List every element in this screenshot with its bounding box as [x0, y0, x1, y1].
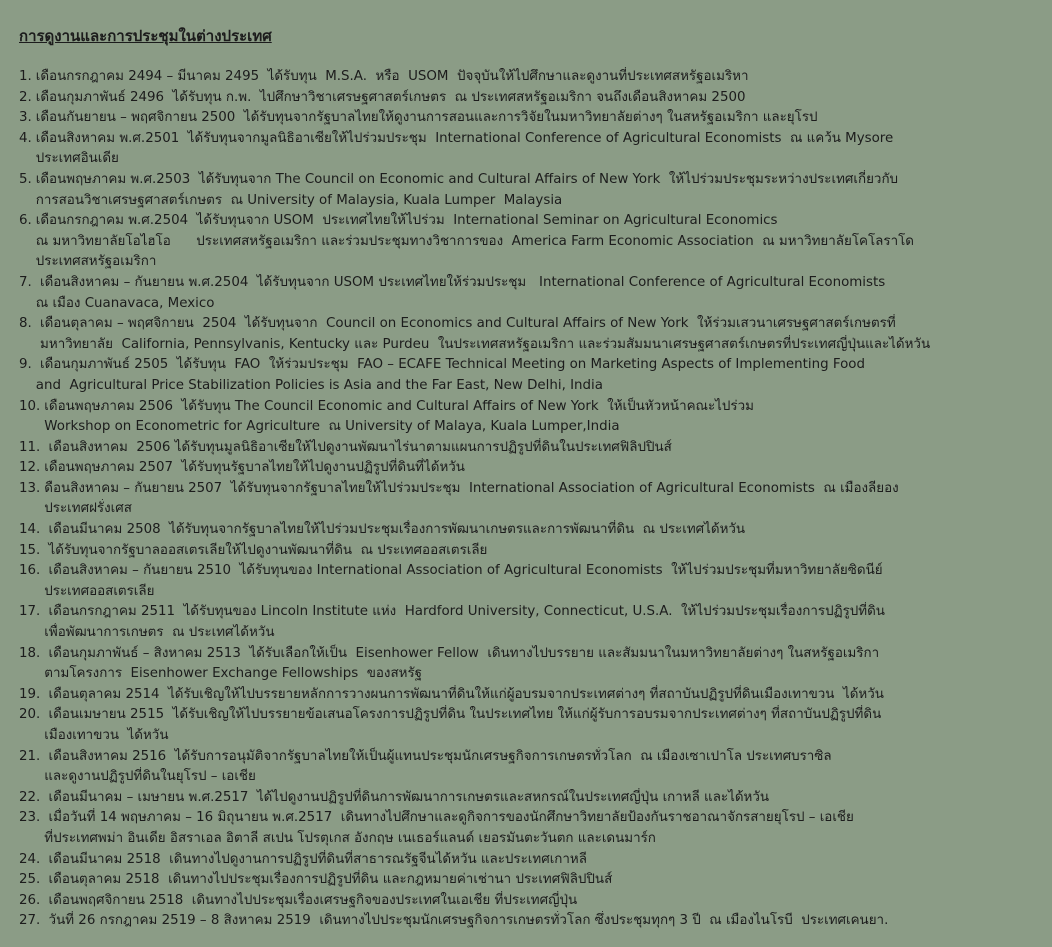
list-item	[19, 705, 1049, 746]
item-line: ประเทศออสเตรเลีย	[44, 583, 155, 599]
item-line: มหาวิทยาลัย California, Pennsylvanis, Kentucky และ Purdeu ในประเทศสหรัฐอเมริกา และร่วมสัมมนาเศรษฐศาสตร์เกษตรที่ประเทศญี่ปุ่นและได้หวัน	[35, 336, 931, 352]
item-text	[44, 397, 1049, 438]
item-text	[44, 870, 1049, 891]
item-text	[36, 211, 1049, 273]
item-line: ประเทศสหรัฐอเมริกา	[35, 254, 157, 270]
list-item	[19, 561, 1049, 602]
item-line: เดือนสิงหาคม พ.ศ.2501 ได้รับทุนจากมูลนิธิอาเซียให้ไปร่วมประชุม International Conference of Agricultural Economists ณ แคว้น Mysore	[35, 130, 894, 146]
item-line: เดือนตุลาคม 2518 เดินทางไปประชุมเรื่องการปฏิรูปที่ดิน และกฎหมายค่าเช่านา ประเทศฟิลิปปินส์	[44, 872, 613, 888]
item-number: 10.	[19, 398, 41, 414]
item-line: ณ มหาวิทยาลัยโอไฮโอ ประเทศสหรัฐอเมริกา และร่วมประชุมทางวิชาการของ America Farm Economic Association ณ มหาวิทยาลัยโคโลราโด	[35, 233, 914, 249]
item-number: 19.	[19, 686, 41, 702]
item-text	[36, 88, 1049, 109]
item-number: 3.	[19, 110, 32, 126]
item-number: 24.	[19, 851, 41, 867]
list-item	[19, 314, 1049, 355]
item-number: 5.	[19, 171, 32, 187]
item-text	[44, 808, 1049, 849]
item-line: ณ เมือง Cuanavaca, Mexico	[35, 295, 215, 311]
item-line: เดือนเมษายน 2515 ได้รับเชิญให้ไปบรรยายข้อเสนอโครงการปฏิรูปที่ดิน ในประเทศไทย ให้แก่ผู้รับการอบรมจากประเทศต่างๆ ที่สถาบันปฏิรูปที่ดิน	[44, 707, 882, 723]
list-item	[19, 129, 1049, 170]
list-item	[19, 273, 1049, 314]
item-text	[44, 891, 1049, 912]
item-text	[36, 108, 1049, 129]
list-item	[19, 355, 1049, 396]
item-number: 14.	[19, 522, 41, 538]
item-text	[36, 314, 1049, 355]
item-text	[44, 458, 1049, 479]
list-item	[19, 911, 1049, 932]
item-number: 22.	[19, 789, 41, 805]
item-number: 21.	[19, 748, 41, 764]
item-number: 16.	[19, 563, 41, 579]
item-number: 8.	[19, 316, 32, 332]
item-line: เดือนพฤษภาคม พ.ศ.2503 ได้รับทุนจาก The Council on Economic and Cultural Affairs of New York ให้ไปร่วมประชุมระหว่างประเทศเกี่ยวกับ	[35, 171, 899, 187]
item-number: 13.	[19, 480, 41, 496]
item-text	[44, 520, 1049, 541]
item-line: ดือนสิงหาคม – กันยายน 2507 ได้รับทุนจากรัฐบาลไทยให้ไปร่วมประชุม International Association of Agricultural Economists ณ เมืองลียอง	[44, 480, 899, 496]
item-line: ได้รับทุนจากรัฐบาลออสเตรเลียให้ไปดูงานพัฒนาที่ดิน ณ ประเทศออสเตรเลีย	[44, 542, 488, 558]
item-number: 9.	[19, 357, 32, 373]
document-title: การดูงานและการประชุมในต่างประเทศ	[19, 27, 272, 45]
item-number: 20.	[19, 707, 41, 723]
trip-list	[19, 67, 1049, 932]
item-line: ประเทศอินเดีย	[35, 151, 119, 167]
item-text	[44, 602, 1049, 643]
item-line: เดือนพฤษภาคม 2506 ได้รับทุน The Council Economic and Cultural Affairs of New York ให้เป็นหัวหน้าคณะไปร่วม	[44, 398, 754, 414]
item-line: เดือนกุมภาพันธ์ – สิงหาคม 2513 ได้รับเลือกให้เป็น Eisenhower Fellow เดินทางไปบรรยาย และสัมมนาในมหาวิทยาลัยต่างๆ ในสหรัฐอเมริกา	[44, 645, 880, 661]
item-line: Workshop on Econometric for Agriculture ณ University of Malaya, Kuala Lumper,India	[44, 419, 620, 435]
item-line: เดือนสิงหาคม 2506 ได้รับทุนมูลนิธิอาเซียให้ไปดูงานพัฒนาไร่นาตามแผนการปฏิรูปที่ดินในประเทศฟิลิปปินส์	[44, 439, 672, 455]
item-line: เดือนมีนาคม – เมษายน พ.ศ.2517 ได้ไปดูงานปฏิรูปที่ดินการพัฒนาการเกษตรและสหกรณ์ในประเทศญี่ปุ่น เกาหลี และได้หวัน	[44, 789, 770, 805]
item-line: ที่ประเทศพม่า อินเดีย อิสราเอล อิตาลี สเปน โปรตุเกส อังกฤษ เนเธอร์แลนด์ เยอรมันตะวันตก และเดนมาร์ก	[44, 830, 656, 846]
item-number: 11.	[19, 439, 41, 455]
list-item	[19, 438, 1049, 459]
item-number: 27.	[19, 913, 41, 929]
item-text	[44, 479, 1049, 520]
item-number: 12.	[19, 460, 41, 476]
item-line: เดือนกันยายน – พฤศจิกายน 2500 ได้รับทุนจากรัฐบาลไทยให้ดูงานการสอนและการวิจัยในมหาวิทยาลัยต่างๆ ในสหรัฐอเมริกา และยุโรป	[35, 110, 818, 126]
list-item	[19, 170, 1049, 211]
item-number: 17.	[19, 604, 41, 620]
item-text	[44, 911, 1049, 932]
item-line: เมื่อวันที่ 14 พฤษภาคม – 16 มิถุนายน พ.ศ.2517 เดินทางไปศึกษาและดูกิจการของนักศึกษาวิทยาลัยป้องกันราชอาณาจักรสายยุโรป – เอเชีย	[44, 810, 854, 826]
item-number: 4.	[19, 130, 32, 146]
item-text	[44, 438, 1049, 459]
item-number: 18.	[19, 645, 41, 661]
list-item	[19, 541, 1049, 562]
item-number: 6.	[19, 213, 32, 229]
list-item	[19, 891, 1049, 912]
list-item	[19, 479, 1049, 520]
item-text	[44, 788, 1049, 809]
item-number: 2.	[19, 89, 32, 105]
item-line: เดือนสิงหาคม – กันยายน 2510 ได้รับทุนของ International Association of Agricultural Economists ให้ไปร่วมประชุมที่มหาวิทยาลัยซิดนีย์	[44, 563, 883, 579]
list-item	[19, 644, 1049, 685]
item-line: เดือนตุลาคม – พฤศจิกายน 2504 ได้รับทุนจาก Council on Economics and Cultural Affairs of New York ให้ร่วมเสวนาเศรษฐศาสตร์เกษตรที่	[35, 316, 896, 332]
item-number: 25.	[19, 872, 41, 888]
item-line: เดือนกุมภาพันธ์ 2496 ได้รับทุน ก.พ. ไปศึกษาวิชาเศรษฐศาสตร์เกษตร ณ ประเทศสหรัฐอเมริกา จนถึงเดือนสิงหาคม 2500	[35, 89, 746, 105]
list-item	[19, 88, 1049, 109]
item-line: เดือนกุมภาพันธ์ 2505 ได้รับทุน FAO ให้ร่วมประชุม FAO – ECAFE Technical Meeting on Marketing Aspects of Implementing Food	[35, 357, 865, 373]
item-text	[44, 644, 1049, 685]
item-line: เดือนพฤศจิกายน 2518 เดินทางไปประชุมเรื่องเศรษฐกิจของประเทศในเอเชีย ที่ประเทศญี่ปุ่น	[44, 892, 578, 908]
list-item	[19, 602, 1049, 643]
item-line: และดูงานปฏิรูปที่ดินในยุโรป – เอเชีย	[44, 769, 256, 785]
list-item	[19, 397, 1049, 438]
item-text	[36, 129, 1049, 170]
item-line: เดือนกรกฎาคม พ.ศ.2504 ได้รับทุนจาก USOM ประเทศไทยให้ไปร่วม International Seminar on Agricultural Economics	[35, 213, 778, 229]
item-line: เดือนพฤษภาคม 2507 ได้รับทุนรัฐบาลไทยให้ไปดูงานปฏิรูปที่ดินที่ได้หวัน	[44, 460, 465, 476]
item-number: 1.	[19, 69, 32, 84]
item-text	[44, 705, 1049, 746]
list-item	[19, 520, 1049, 541]
item-number: 15.	[19, 542, 41, 558]
list-item	[19, 788, 1049, 809]
item-line: and Agricultural Price Stabilization Policies is Asia and the Far East, New Delhi, India	[35, 377, 603, 393]
item-line: ประเทศฝรั่งเศส	[44, 501, 132, 517]
item-text	[36, 273, 1049, 314]
list-item	[19, 211, 1049, 273]
item-number: 23.	[19, 810, 41, 826]
item-line: เดือนมีนาคม 2508 ได้รับทุนจากรัฐบาลไทยให้ไปร่วมประชุมเรื่องการพัฒนาเกษตรและการพัฒนาที่ดิน ณ ประเทศได้หวัน	[44, 522, 746, 538]
item-text	[44, 685, 1049, 706]
item-text	[36, 67, 1049, 88]
item-text	[44, 541, 1049, 562]
item-line: ตามโครงการ Eisenhower Exchange Fellowships ของสหรัฐ	[44, 666, 423, 682]
item-line: การสอนวิชาเศรษฐศาสตร์เกษตร ณ University of Malaysia, Kuala Lumper Malaysia	[35, 192, 563, 208]
item-text	[44, 747, 1049, 788]
item-text	[36, 170, 1049, 211]
list-item	[19, 67, 1049, 88]
list-item	[19, 458, 1049, 479]
item-line: เดือนสิงหาคม – กันยายน พ.ศ.2504 ได้รับทุนจาก USOM ประเทศไทยให้ร่วมประชุม International Conference of Agricultural Economists	[35, 274, 886, 290]
list-item	[19, 808, 1049, 849]
item-line: เพื่อพัฒนาการเกษตร ณ ประเทศได้หวัน	[44, 625, 275, 641]
item-line: เดือนมีนาคม 2518 เดินทางไปดูงานการปฏิรูปที่ดินที่สาธารณรัฐจีนได้หวัน และประเทศเกาหลี	[44, 851, 587, 867]
item-text	[44, 561, 1049, 602]
item-line: เดือนกรกฎาคม 2494 – มีนาคม 2495 ได้รับทุน M.S.A. หรือ USOM ปัจจุบันให้ไปศึกษาและดูงานที่ประเทศสหรัฐอเมริหา	[35, 69, 749, 84]
list-item	[19, 850, 1049, 871]
item-text	[44, 850, 1049, 871]
item-text	[36, 355, 1049, 396]
item-line: เดือนสิงหาคม 2516 ได้รับการอนุมัติจากรัฐบาลไทยให้เป็นผู้แทนประชุมนักเศรษฐกิจการเกษตรทั่วโลก ณ เมืองเซาเปาโล ประเทศบราซิล	[44, 748, 832, 764]
item-number: 7.	[19, 274, 32, 290]
list-item	[19, 747, 1049, 788]
list-item	[19, 685, 1049, 706]
list-item	[19, 108, 1049, 129]
item-line: เดือนกรกฎาคม 2511 ได้รับทุนของ Lincoln Institute แห่ง Hardford University, Connecticut, U.S.A. ให้ไปร่วมประชุมเรื่องการปฏิรูปที่ดิน	[44, 604, 885, 620]
item-line: เมืองเทาขวน ได้หวัน	[44, 728, 169, 743]
item-number: 26.	[19, 892, 41, 908]
item-line: วันที่ 26 กรกฎาคม 2519 – 8 สิงหาคม 2519 เดินทางไปประชุมนักเศรษฐกิจการเกษตรทั่วโลก ซึ่งประชุมทุกๆ 3 ปี ณ เมืองไนโรบี ประเทศเคนยา.	[44, 913, 889, 929]
item-line: เดือนตุลาคม 2514 ได้รับเชิญให้ไปบรรยายหลักการวางผนการพัฒนาที่ดินให้แก่ผู้อบรมจากประเทศต่างๆ ที่สถาบันปฏิรูปที่ดินเมืองเทาขวน ได้หวัน	[44, 686, 884, 702]
list-item	[19, 870, 1049, 891]
